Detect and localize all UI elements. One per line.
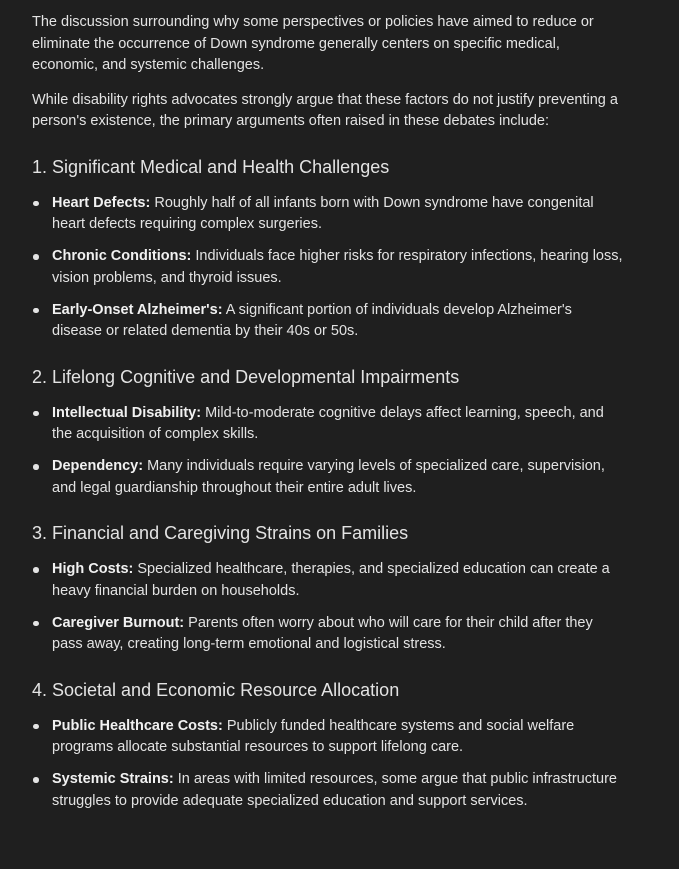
item-term: High Costs: [52, 561, 134, 577]
list-item [32, 300, 624, 343]
item-text: In areas with limited resources, some argue that public infrastructure struggles to provide adequate specialized education and support services. [52, 771, 617, 809]
item-term: Heart Defects: [52, 194, 151, 211]
item-term: Chronic Conditions: [52, 248, 192, 264]
item-text: Individuals face higher risks for respiratory infections, hearing loss, vision problems, and thyroid issues. [52, 248, 623, 286]
bullet-list [32, 403, 624, 500]
section-heading: 2. Lifelong Cognitive and Developmental Impairments [32, 366, 460, 387]
item-term: Systemic Strains: [52, 771, 174, 787]
item-term: Early-Onset Alzheimer's: [52, 301, 223, 318]
list-item [32, 403, 624, 446]
intro-paragraph: The discussion surrounding why some perspectives or policies have aimed to reduce or eliminate the occurrence of Down syndrome generally centers on specific medical, economic, and systemic challenges. [32, 14, 594, 73]
list-item [32, 456, 624, 499]
item-term: Intellectual Disability: [52, 404, 202, 421]
item-text: Parents often worry about who will care for their child after they pass away, creating long-term emotional and logistical stress. [52, 614, 593, 652]
item-text: A significant portion of individuals develop Alzheimer's disease or related dementia by their 40s or 50s. [52, 301, 572, 339]
section-heading: 4. Societal and Economic Resource Allocation [32, 679, 400, 700]
section-heading: 3. Financial and Caregiving Strains on Families [32, 523, 409, 543]
item-text: Mild-to-moderate cognitive delays affect learning, speech, and the acquisition of complex skills. [52, 404, 604, 442]
response-content [32, 12, 624, 823]
list-item [32, 193, 624, 236]
item-term: Dependency: [52, 458, 144, 474]
item-text: Many individuals require varying levels of specialized care, supervision, and legal guardianship throughout their entire adult lives. [52, 458, 605, 496]
item-text: Specialized healthcare, therapies, and specialized education can create a heavy financial burden on households. [52, 561, 610, 599]
bullet-list [32, 559, 624, 656]
intro-paragraph: While disability rights advocates strongly argue that these factors do not justify preventing a person's existence, the primary arguments often raised in these debates include: [32, 91, 618, 129]
list-item [32, 559, 624, 602]
list-item [32, 246, 624, 289]
list-item [32, 716, 624, 759]
item-term: Caregiver Burnout: [52, 614, 185, 631]
section-heading: 1. Significant Medical and Health Challenges [32, 156, 390, 177]
list-item [32, 769, 624, 812]
list-item [32, 613, 624, 656]
bullet-list [32, 716, 624, 813]
item-text: Roughly half of all infants born with Down syndrome have congenital heart defects requiring complex surgeries. [52, 194, 594, 232]
item-text: Publicly funded healthcare systems and social welfare programs allocate substantial resources to support lifelong care. [52, 717, 575, 755]
bullet-list [32, 193, 624, 343]
item-term: Public Healthcare Costs: [52, 717, 223, 734]
